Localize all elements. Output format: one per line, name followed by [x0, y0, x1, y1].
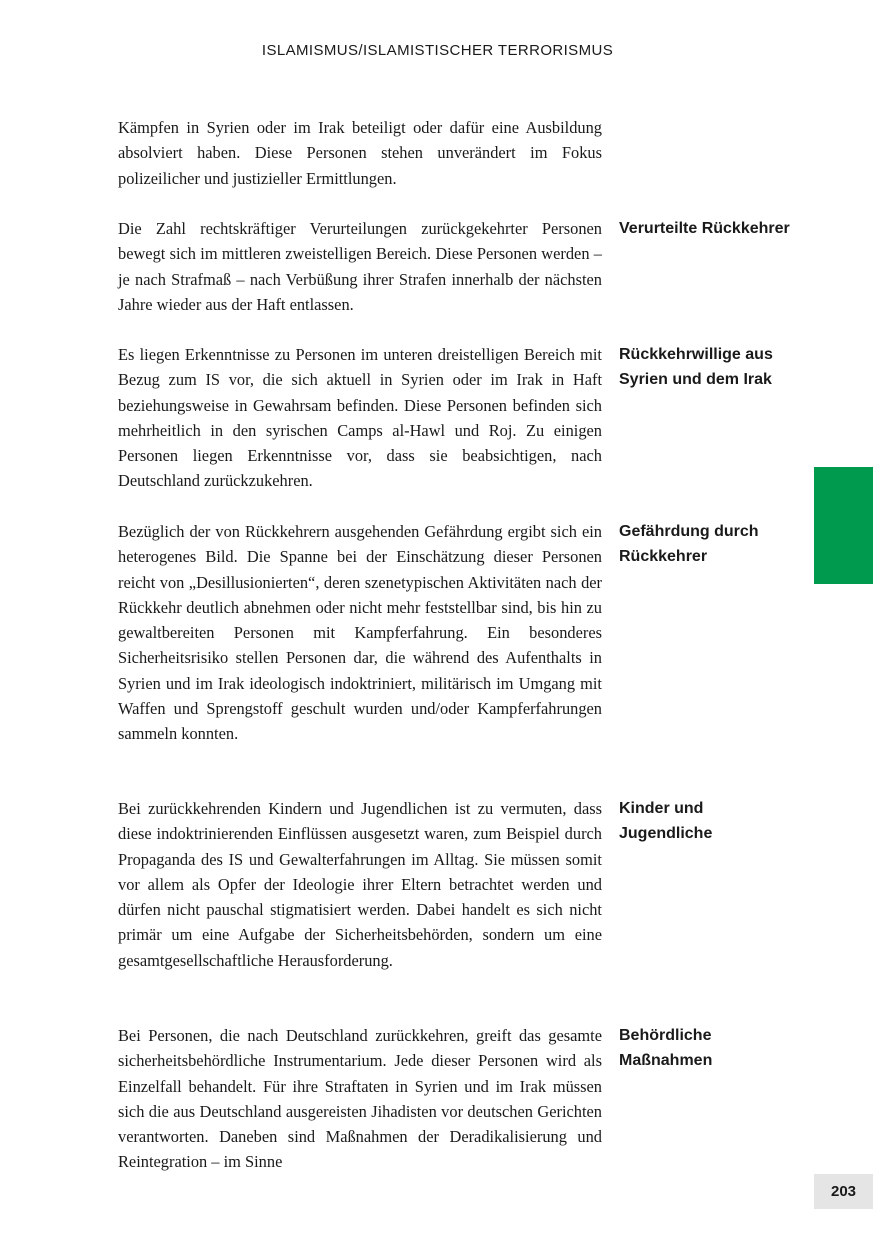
body-paragraph: Bezüglich der von Rückkehrern ausgehenden Gefährdung ergibt sich ein heterogenes Bild. Die Spanne bei der Einschätzung dieser Personen reicht von „Desillusionierten“, deren szenetypischen Aktivitäten nach der Rückkehr deutlich abnehmen oder nicht mehr feststellbar sind, bis hin zu gewaltbereiten Personen mit Kampferfahrung. Ein besonderes Sicherheitsrisiko stellen Personen dar, die während des Aufenthalts in Syrien und im Irak ideologisch indoktriniert, militärisch im Umgang mit Waffen und Sprengstoff geschult wurden und/oder Kampferfahrungen sammeln konnten.	[118, 522, 602, 744]
margin-note: Behördliche Maßnahmen	[619, 1027, 713, 1070]
body-paragraph: Kämpfen in Syrien oder im Irak beteiligt oder dafür eine Ausbildung absolviert haben. Diese Personen stehen unverändert im Fokus polizeilicher und justizieller Ermittlungen.	[118, 118, 602, 188]
margin-note: Rückkehrwillige aus Syrien und dem Irak	[619, 346, 773, 389]
body-paragraph: Bei zurückkehrenden Kindern und Jugendlichen ist zu vermuten, dass diese indoktrinierenden Einflüssen ausgesetzt waren, zum Beispiel durch Propaganda des IS und Gewalterfahrungen im Alltag. Sie müssen somit vor allem als Opfer der Ideologie ihrer Eltern betrachtet werden und dürfen nicht pauschal stigmatisiert werden. Dabei handelt es sich nicht primär um eine Aufgabe der Sicherheitsbehörden, sondern um eine gesamtgesellschaftliche Herausforderung.	[118, 799, 602, 970]
body-paragraph: Es liegen Erkenntnisse zu Personen im unteren dreistelligen Bereich mit Bezug zum IS vor, die sich aktuell in Syrien oder im Irak in Haft beziehungsweise in Gewahrsam befinden. Diese Personen befinden sich mehrheitlich in den syrischen Camps al-Hawl und Roj. Zu einigen Personen liegen Erkenntnisse vor, dass sie beabsichtigen, nach Deutschland zurückzukehren.	[118, 345, 602, 491]
running-header: ISLAMISMUS/ISLAMISTISCHER TERRORISMUS	[261, 42, 614, 59]
body-paragraph: Die Zahl rechtskräftiger Verurteilungen zurückgekehrter Personen bewegt sich im mittleren zweistelligen Bereich. Diese Personen werden – je nach Strafmaß – nach Verbüßung ihrer Strafen innerhalb der nächsten Jahre wieder aus der Haft entlassen.	[118, 219, 602, 314]
chapter-tab-marker	[814, 467, 873, 584]
margin-note: Gefährdung durch Rückkehrer	[619, 523, 759, 566]
margin-note: Verurteilte Rückkehrer	[619, 220, 790, 237]
body-paragraph: Bei Personen, die nach Deutschland zurückkehren, greift das gesamte sicherheitsbehördliche Instrumentarium. Jede dieser Personen wird als Einzelfall behandelt. Für ihre Straftaten in Syrien und im Irak müssen sich die aus Deutschland ausgereisten Jihadisten vor deutschen Gerichten verantworten. Daneben sind Maßnahmen der Deradikalisierung und Reintegration – im Sinne	[118, 1026, 602, 1172]
page-number: 203	[814, 1174, 873, 1209]
margin-note: Kinder und Jugendliche	[619, 800, 713, 843]
